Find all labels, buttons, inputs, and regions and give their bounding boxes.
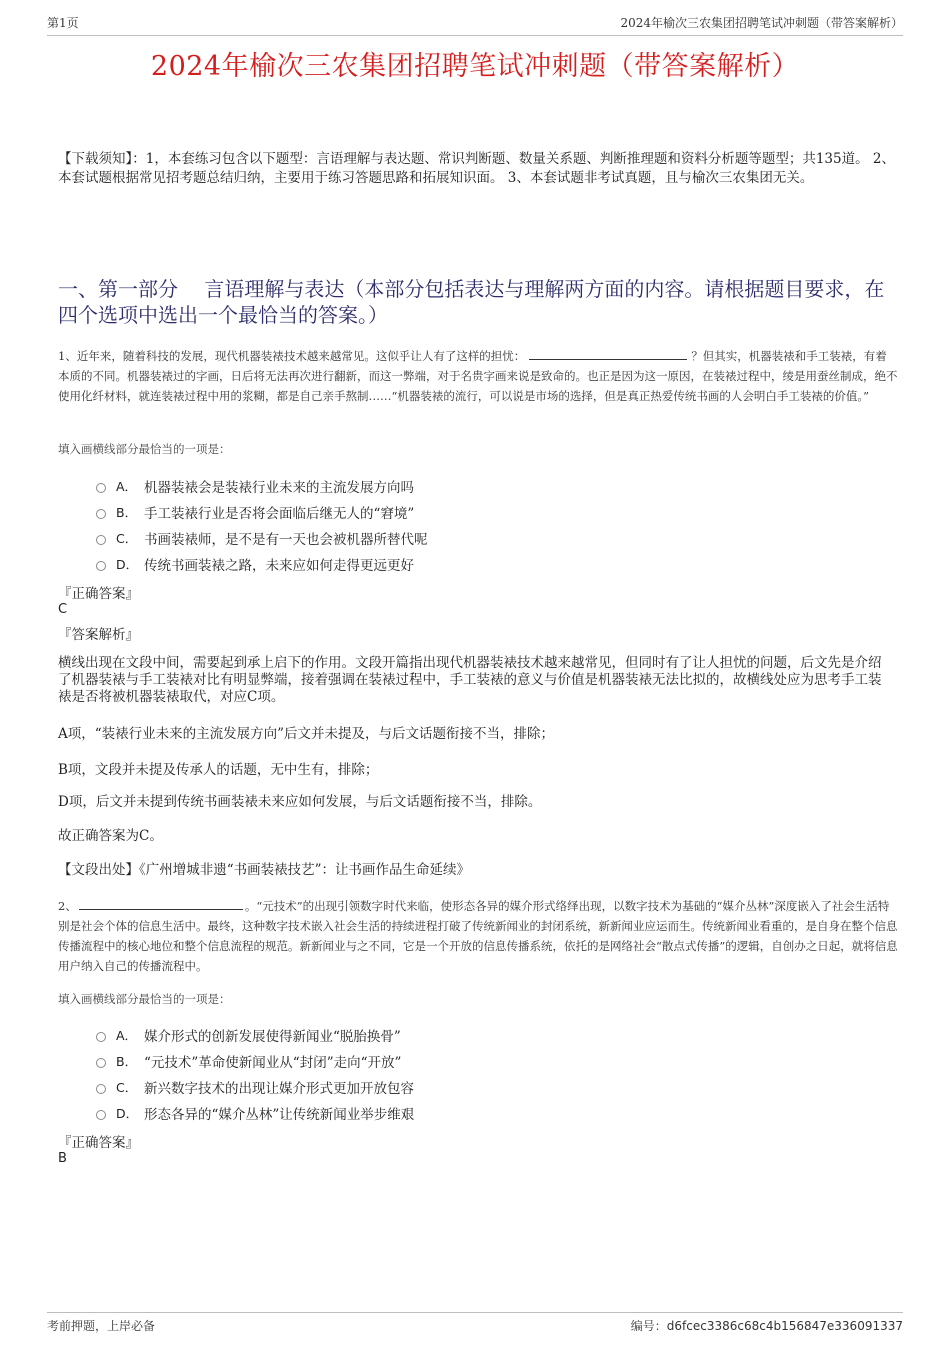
question-1-blank (529, 347, 687, 360)
question-1-text (58, 346, 898, 406)
question-1-option-d[interactable] (96, 551, 428, 577)
option-letter: C． (116, 531, 138, 546)
option-text: “元技术”革命使新闻业从“封闭”走向“开放” (144, 1055, 402, 1071)
option-letter: A． (116, 1028, 138, 1043)
question-1-prompt: 填入画横线部分最恰当的一项是： (58, 442, 231, 456)
header-doc-title: 2024年榆次三农集团招聘笔试冲刺题（带答案解析） (620, 16, 903, 30)
question-1-source: 【文段出处】《广州增城非遗“书画装裱技艺”：让书画作品生命延续》 (58, 862, 471, 878)
question-1-analysis-a: A项，“装裱行业未来的主流发展方向”后文并未提及，与后文话题衔接不当，排除； (58, 726, 555, 742)
question-1-option-a[interactable] (96, 473, 428, 499)
footer-code (631, 1317, 903, 1334)
question-1-answer: C (58, 602, 68, 617)
option-letter: D． (116, 557, 139, 572)
option-text: 书画装裱师，是不是有一天也会被机器所替代呢 (144, 532, 428, 548)
radio-icon[interactable] (96, 483, 106, 493)
page-footer (47, 1312, 903, 1334)
option-text: 机器装裱会是装裱行业未来的主流发展方向吗 (144, 480, 414, 496)
question-1-analysis-d: D项，后文并未提到传统书画装裱未来应如何发展，与后文话题衔接不当，排除。 (58, 794, 542, 810)
question-1-answer-label: 『正确答案』 (58, 586, 139, 602)
option-letter: A． (116, 479, 138, 494)
radio-icon[interactable] (96, 561, 106, 571)
page-header (47, 14, 903, 36)
footer-slogan: 考前押题，上岸必备 (47, 1319, 156, 1333)
question-2-answer: B (58, 1151, 67, 1166)
page-title: 2024年榆次三农集团招聘笔试冲刺题（带答案解析） (150, 51, 800, 82)
option-text: 传统书画装裱之路，未来应如何走得更远更好 (144, 558, 414, 574)
question-2-body: 。“元技术”的出现引领数字时代来临，使形态各异的媒介形式络绎出现，以数字技术为基础的“媒介丛林”深度嵌入了社会生活特别是社会个体的信息生活中。最终，这种数字技术嵌入社会生活的持续进程打破了传统新闻业的封闭系统，新新闻业应运而生。传统新闻业看重的，是自身在整个信息传播流程中的核心地位和整个信息流程的规范。新新闻业与之不同，它是一个开放的信息传播系统，依托的是网络社会“散点式传播”的逻辑，自创办之日起，就将信息用户纳入自己的传播流程中。 (58, 899, 898, 973)
question-2-option-d[interactable] (96, 1100, 414, 1126)
question-1-analysis-b: B项，文段并未提及传承人的话题，无中生有，排除； (58, 762, 379, 778)
option-text: 形态各异的“媒介丛林”让传统新闻业举步维艰 (144, 1107, 415, 1123)
radio-icon[interactable] (96, 1084, 106, 1094)
question-2-prompt: 填入画横线部分最恰当的一项是： (58, 992, 231, 1006)
radio-icon[interactable] (96, 509, 106, 519)
question-1-conclusion: 故正确答案为C。 (58, 828, 163, 844)
option-text: 新兴数字技术的出现让媒介形式更加开放包容 (144, 1081, 414, 1097)
question-2-answer-label: 『正确答案』 (58, 1135, 139, 1151)
question-1-analysis-label: 『答案解析』 (58, 627, 139, 643)
option-text: 手工装裱行业是否将会面临后继无人的“窘境” (144, 506, 415, 522)
question-2-options (96, 1022, 414, 1126)
question-2-number: 2、 (58, 899, 77, 913)
footer-code-label: 编号： (630, 1319, 667, 1333)
question-2-text (58, 896, 898, 976)
question-2-option-c[interactable] (96, 1074, 414, 1100)
question-1-option-c[interactable] (96, 525, 428, 551)
question-1-option-b[interactable] (96, 499, 428, 525)
download-notice: 【下载须知】：1，本套练习包含以下题型：言语理解与表达题、常识判断题、数量关系题、判断推理题和资料分析题等题型；共135道。 2、本套试题根据常见招考题总结归纳，主要用于练习答题思路和拓展知识面。 3、本套试题非考试真题，且与榆次三农集团无关。 (58, 151, 895, 186)
question-2-option-a[interactable] (96, 1022, 414, 1048)
option-letter: B． (116, 505, 138, 520)
option-letter: C． (116, 1080, 138, 1095)
option-text: 媒介形式的创新发展使得新闻业“脱胎换骨” (144, 1029, 401, 1045)
section-title: 一、第一部分 言语理解与表达（本部分包括表达与理解两方面的内容。请根据题目要求，在四个选项中选出一个最恰当的答案。） (58, 277, 885, 327)
radio-icon[interactable] (96, 1110, 106, 1120)
question-1-options (96, 473, 428, 577)
question-1-text-b: ？但其实，机器装裱和手工装裱，有着本质的不同。机器装裱过的字画，日后将无法再次进行翻新，而这一弊端，对于名贵字画来说是致命的。也正是因为这一原因，在装裱过程中，绫是用蚕丝制成，绝不使用化纤材料，就连装裱过程中用的浆糊，都是自己亲手熬制……“机器装裱的流行，可以说是市场的选择，但是真正热爱传统书画的人会明白手工装裱的价值。” (58, 349, 898, 403)
question-1-text-a: 1、近年来，随着科技的发展，现代机器装裱技术越来越常见。这似乎让人有了这样的担忧： (58, 349, 526, 363)
option-letter: B． (116, 1054, 138, 1069)
radio-icon[interactable] (96, 1058, 106, 1068)
radio-icon[interactable] (96, 1032, 106, 1042)
question-2-option-b[interactable] (96, 1048, 414, 1074)
option-letter: D． (116, 1106, 139, 1121)
radio-icon[interactable] (96, 535, 106, 545)
header-page-number: 第1页 (47, 16, 79, 30)
question-2-blank (79, 897, 243, 910)
question-1-analysis: 横线出现在文段中间，需要起到承上启下的作用。文段开篇指出现代机器装裱技术越来越常见，但同时有了让人担忧的问题，后文先是介绍了机器装裱与手工装裱对比有明显弊端，接着强调在装裱过程中，手工装裱的意义与价值是机器装裱无法比拟的，故横线处应为思考手工装裱是否将被机器装裱取代，对应C项。 (58, 655, 882, 705)
footer-code-value: d6fcec3386c68c4b156847e336091337 (666, 1319, 903, 1333)
